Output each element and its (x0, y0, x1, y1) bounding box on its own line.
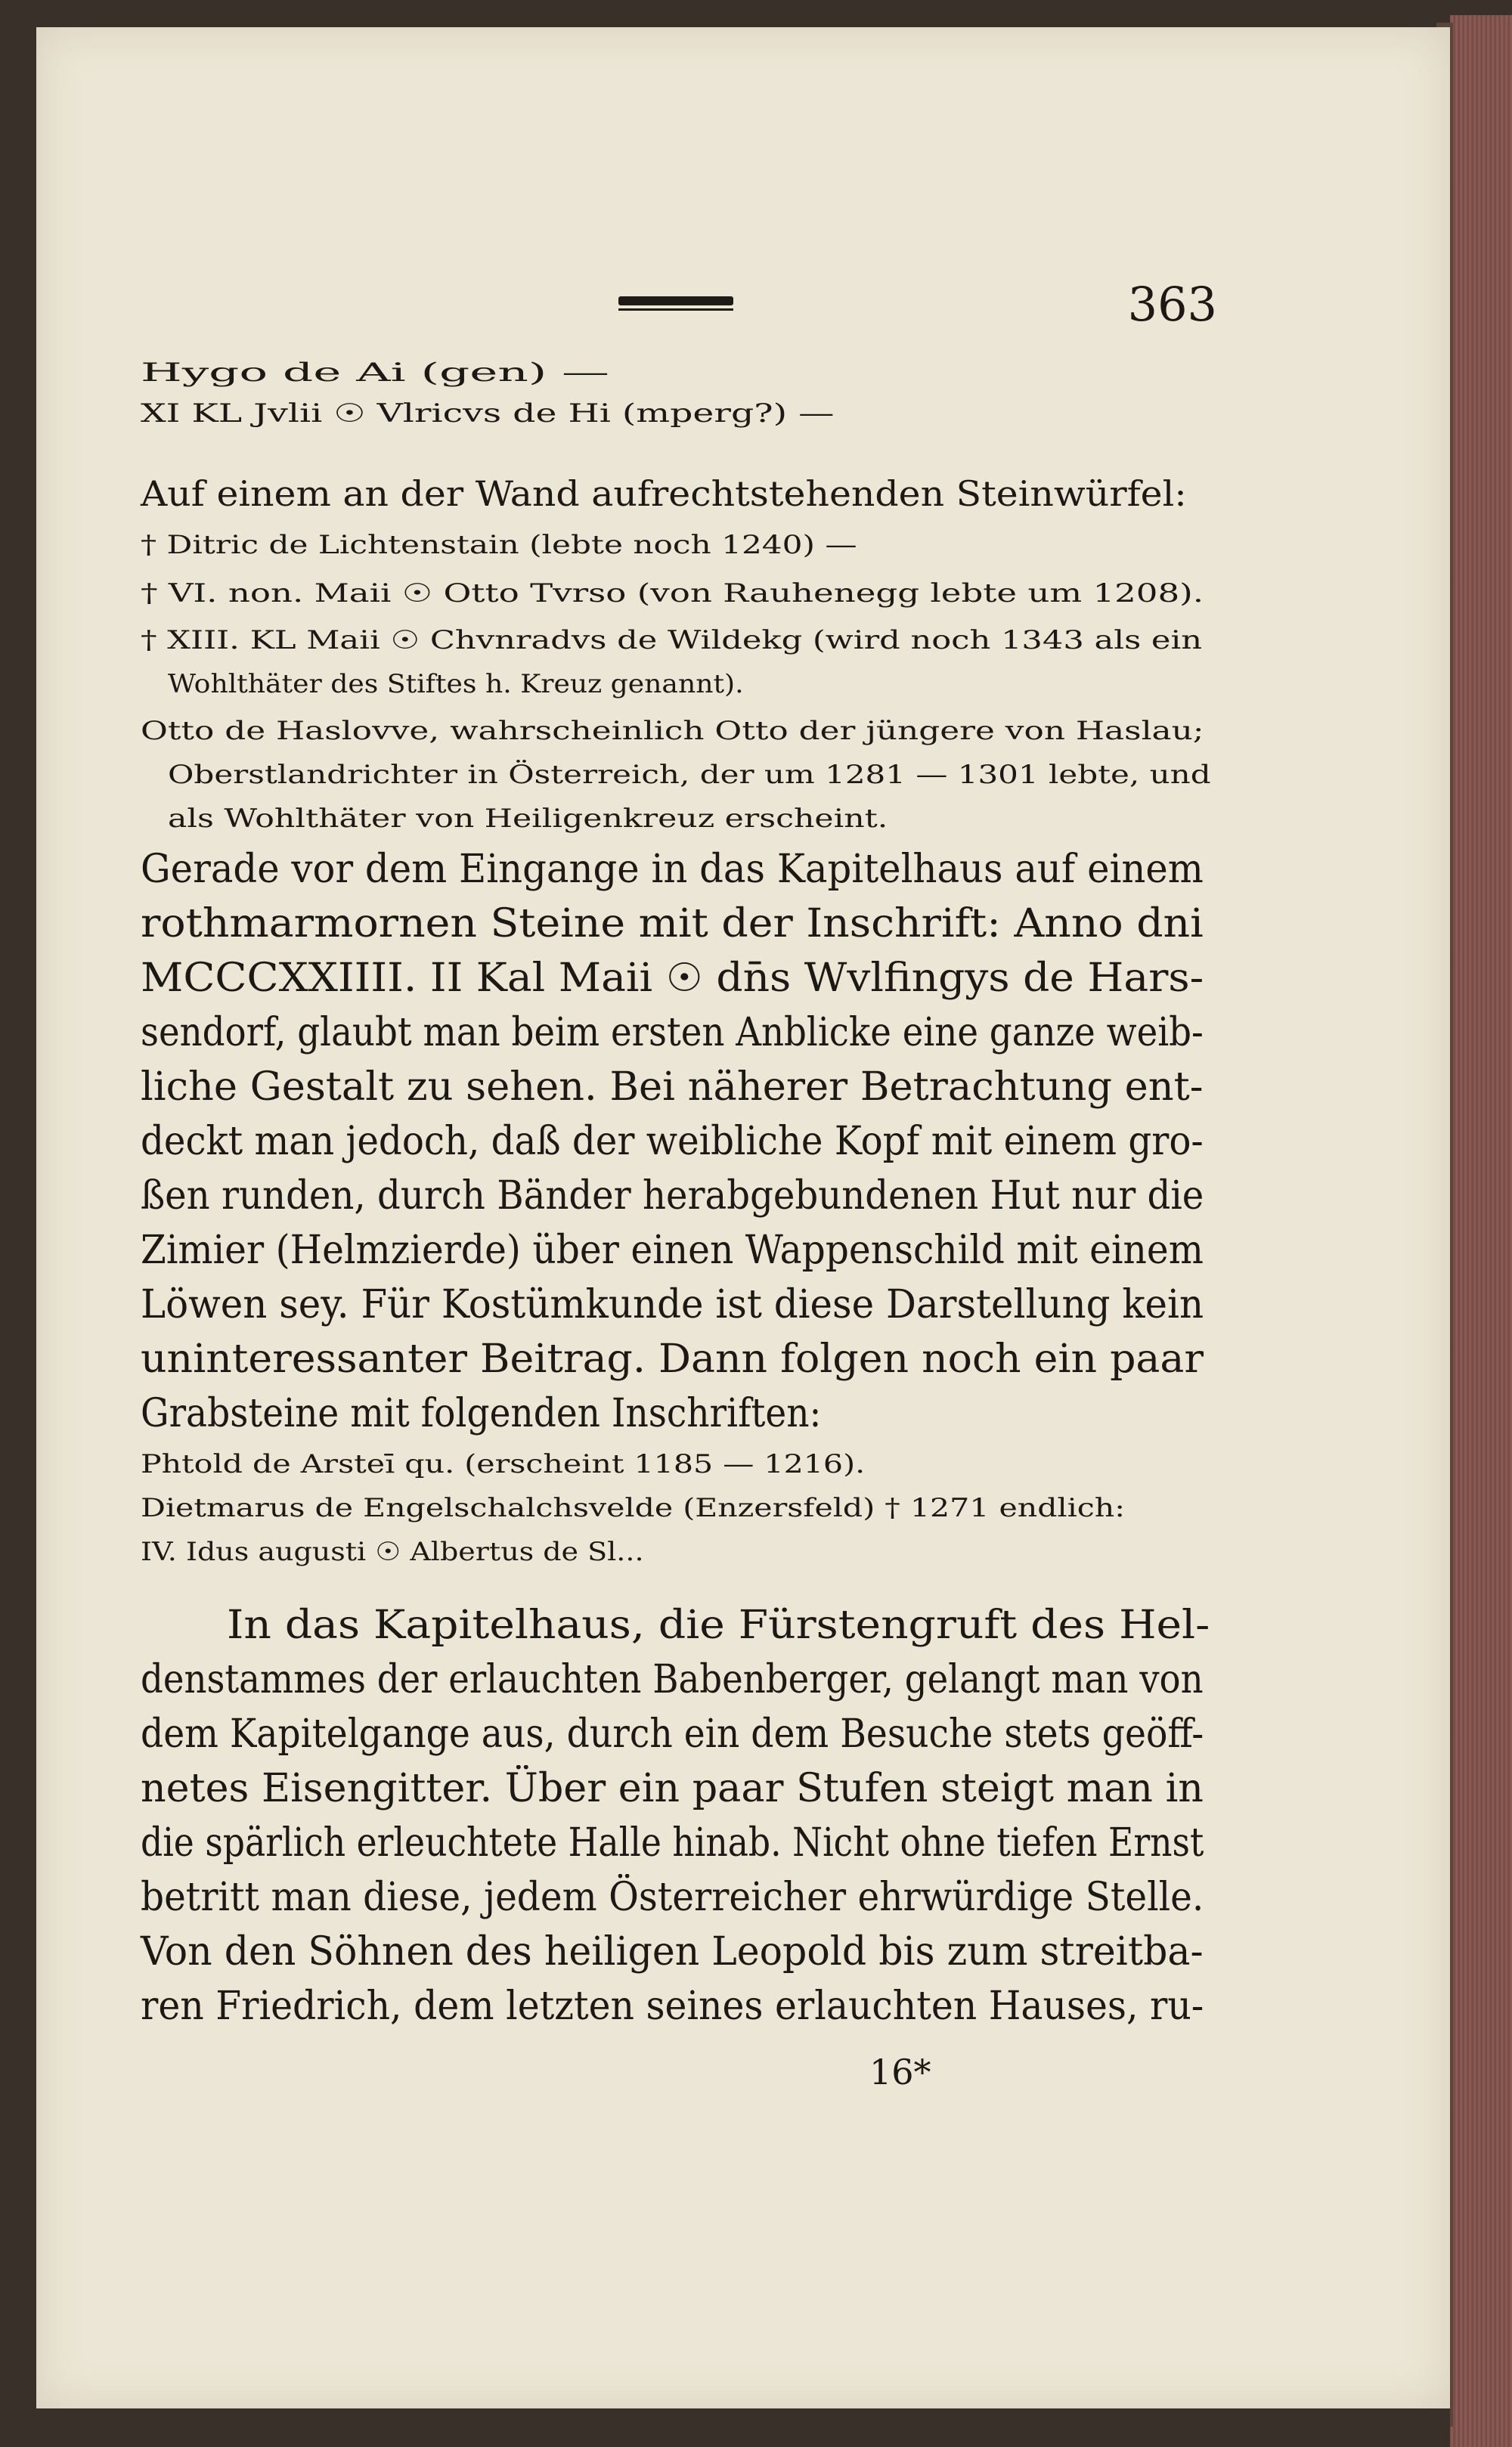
text-line: Auf einem an der Wand aufrechtstehenden Steinwürfel: (141, 473, 1187, 514)
text-line: sendorf, glaubt man beim ersten Anblicke eine ganze weib- (141, 1010, 1204, 1055)
text-line: denstammes der erlauchten Babenberger, gelangt man von (141, 1657, 1204, 1702)
text-line: Wohlthäter des Stiftes h. Kreuz genannt). (168, 669, 744, 699)
text-line: dem Kapitelgange aus, durch ein dem Besuche stets geöff- (141, 1711, 1204, 1757)
text-line: liche Gestalt zu sehen. Bei näherer Betrachtung ent- (141, 1064, 1204, 1110)
text-line: Oberstlandrichter in Österreich, der um 1281 — 1301 lebte, und (168, 760, 1211, 790)
text-line: netes Eisengitter. Über ein paar Stufen steigt man in (141, 1766, 1204, 1811)
text-line: Dietmarus de Engelschalchsvelde (Enzersfeld) † 1271 endlich: (141, 1493, 1126, 1523)
text-line: Von den Söhnen des heiligen Leopold bis zum streitba- (141, 1929, 1204, 1975)
text-line: MCCCXXIIII. II Kal Maii ☉ dn̄s Wvlfingys de Hars- (141, 956, 1204, 1001)
text-line: Phtold de Arsteī qu. (erscheint 1185 — 1216). (141, 1449, 866, 1479)
header-ornament-rule-thin (618, 308, 733, 311)
text-line: Grabsteine mit folgenden Inschriften: (141, 1391, 822, 1436)
text-line: Hygo de Ai (gen) — (141, 358, 609, 388)
text-line: deckt man jedoch, daß der weibliche Kopf mit einem gro- (141, 1119, 1204, 1164)
text-line: als Wohlthäter von Heiligenkreuz erscheint. (168, 804, 888, 834)
text-line: XI KL Jvlii ☉ Vlricvs de Hi (mperg?) — (141, 398, 835, 429)
text-line: betritt man diese, jedem Österreicher ehrwürdige Stelle. (141, 1875, 1204, 1920)
text-line: † XIII. KL Maii ☉ Chvnradvs de Wildekg (wird noch 1343 als ein (141, 625, 1203, 655)
header-ornament-rule (618, 296, 733, 305)
signature-mark: 16* (869, 2052, 931, 2092)
text-line: IV. Idus augusti ☉ Albertus de Sl... (141, 1537, 644, 1567)
text-line: uninteressanter Beitrag. Dann folgen noch ein paar (141, 1337, 1204, 1382)
text-line: † VI. non. Maii ☉ Otto Tvrso (von Rauhenegg lebte um 1208). (141, 578, 1204, 609)
text-line: ßen runden, durch Bänder herabgebundenen Hut nur die (141, 1173, 1204, 1219)
page-number: 363 (1127, 277, 1217, 332)
text-line: Gerade vor dem Eingange in das Kapitelhaus auf einem (141, 847, 1204, 892)
scan-bottom-margin (0, 2408, 1450, 2447)
text-line: In das Kapitelhaus, die Fürstengruft des Hel- (227, 1603, 1210, 1648)
text-line: ren Friedrich, dem letzten seines erlauchten Hauses, ru- (141, 1984, 1204, 2029)
text-line: Otto de Haslovve, wahrscheinlich Otto der jüngere von Haslau; (141, 716, 1204, 746)
text-line: die spärlich erleuchtete Halle hinab. Nicht ohne tiefen Ernst (141, 1820, 1204, 1866)
book-fore-edge (1450, 15, 1512, 2447)
text-line: rothmarmornen Steine mit der Inschrift: Anno dni (141, 901, 1204, 946)
text-line: † Ditric de Lichtenstain (lebte noch 1240) — (141, 530, 857, 560)
text-line: Zimier (Helmzierde) über einen Wappenschild mit einem (141, 1228, 1204, 1273)
text-line: Löwen sey. Für Kostümkunde ist diese Darstellung kein (141, 1282, 1204, 1327)
